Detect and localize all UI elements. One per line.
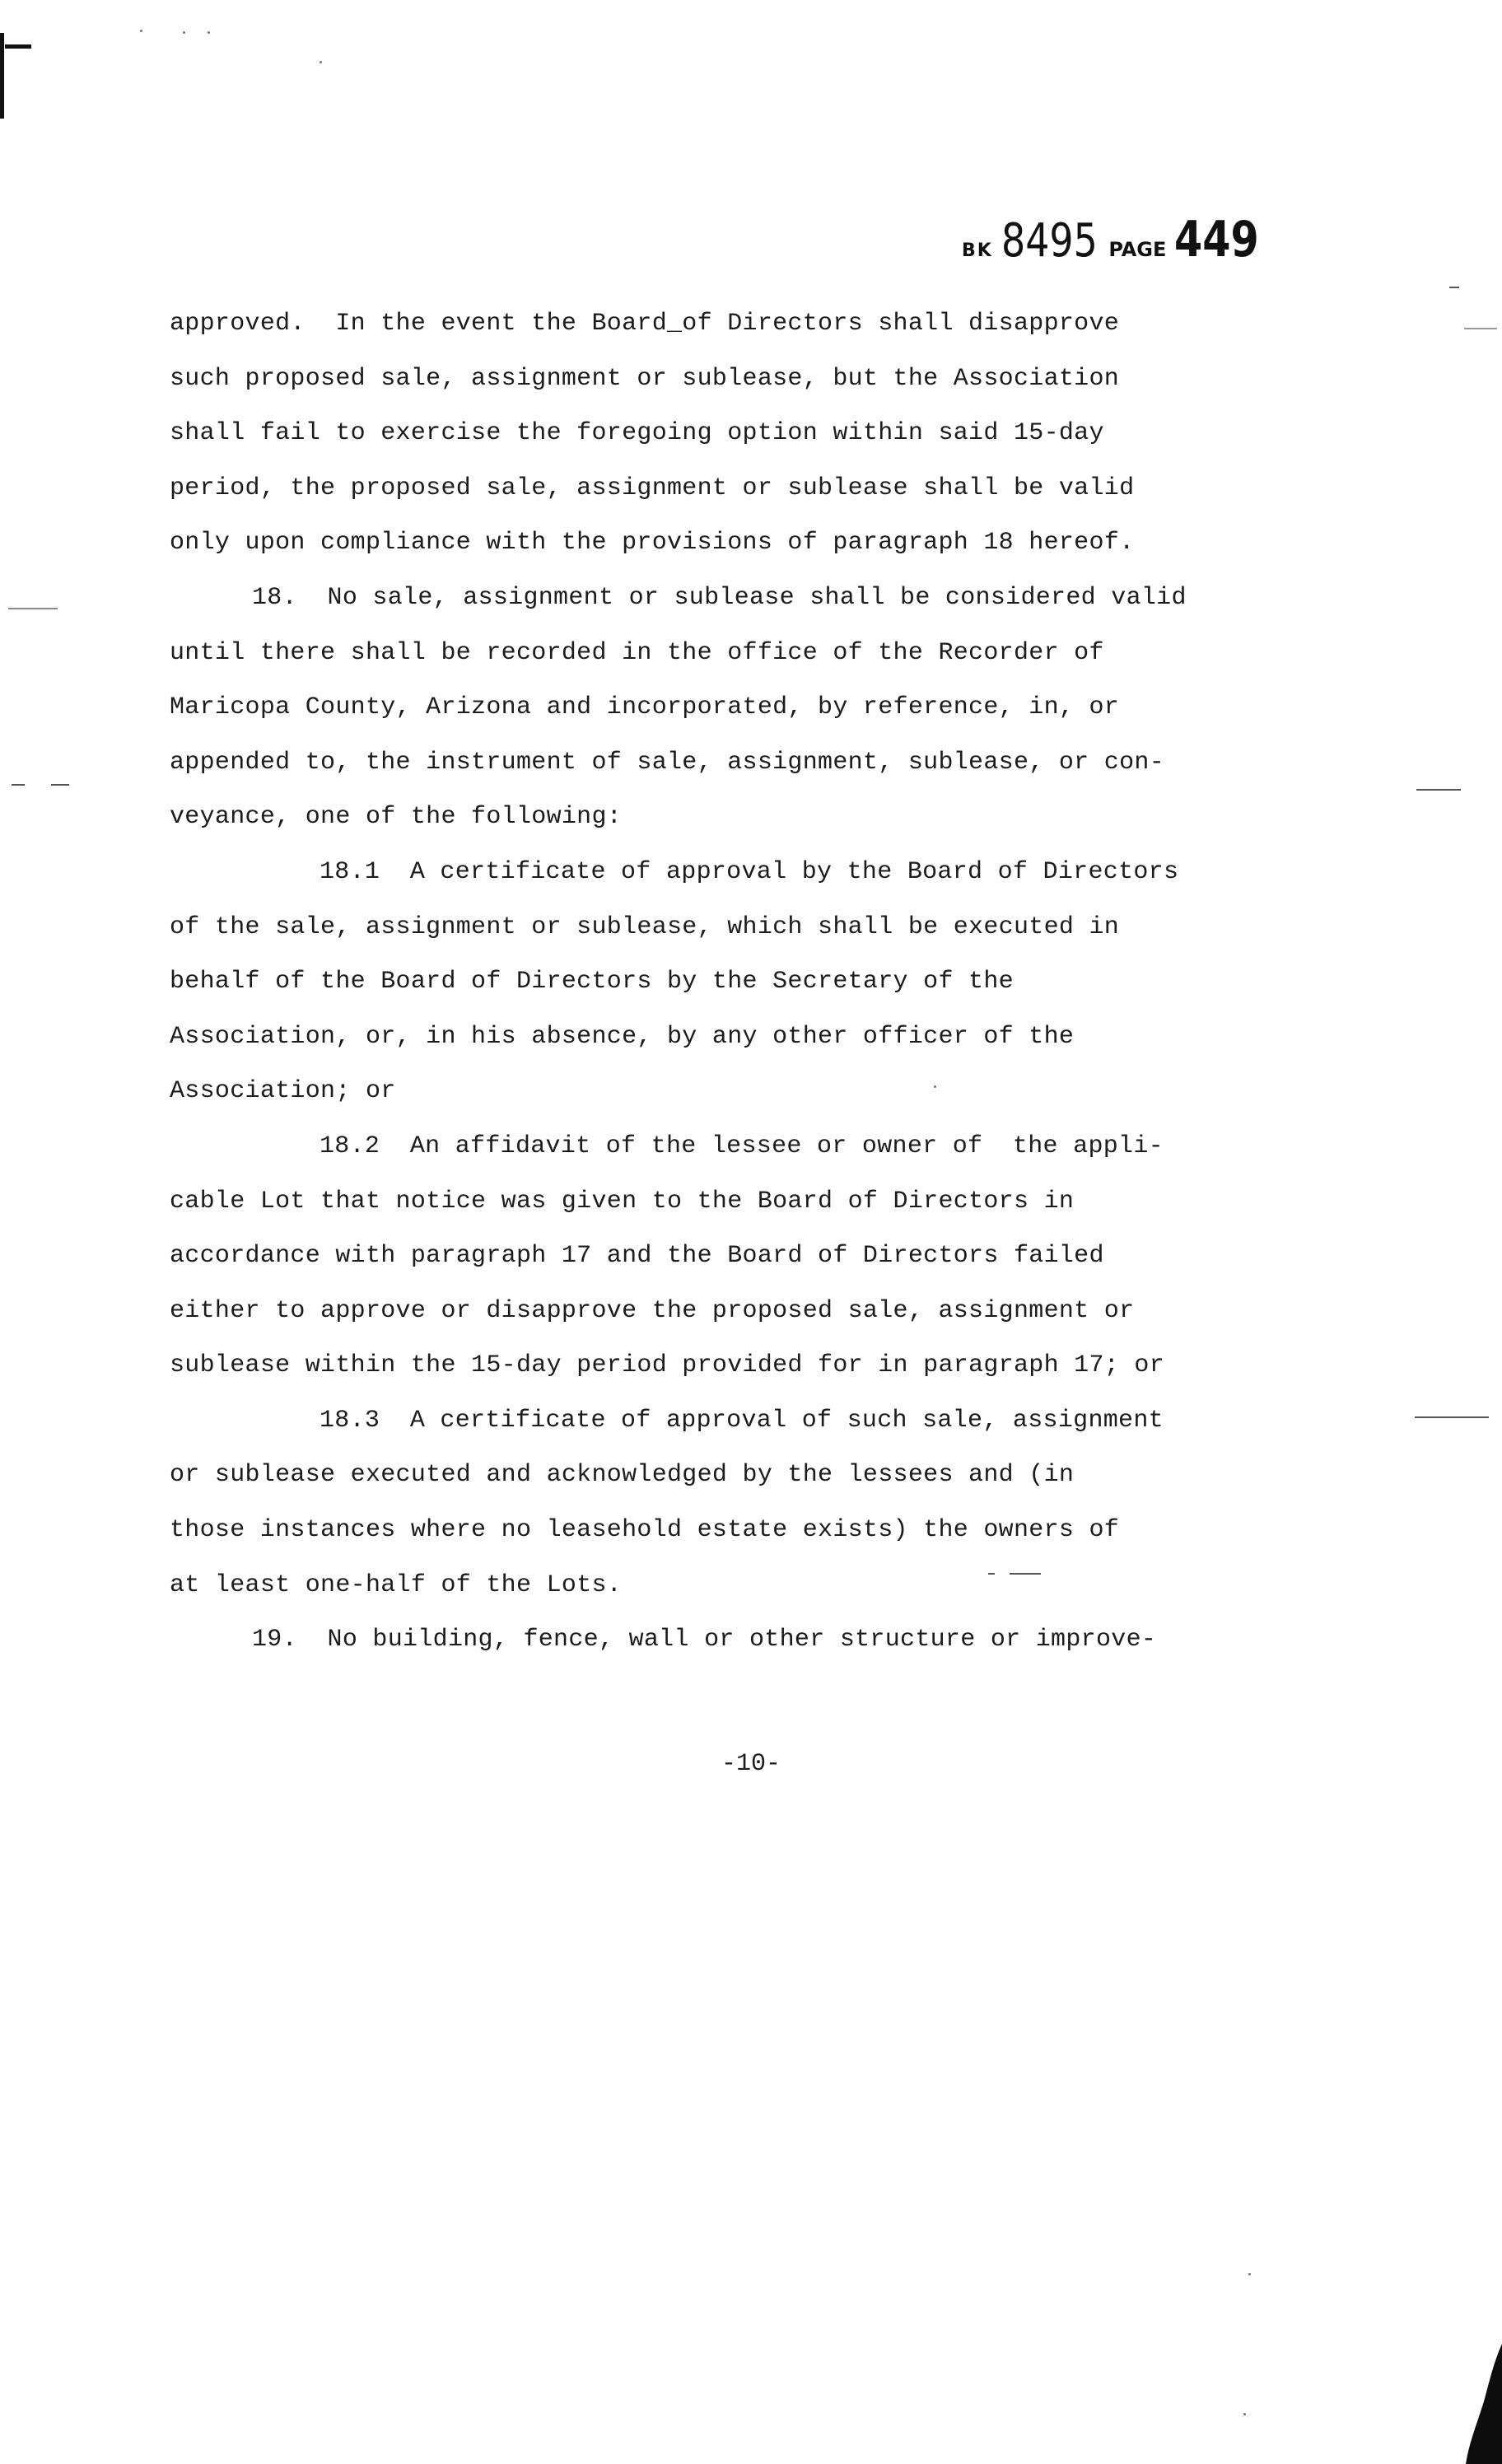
text-line: period, the proposed sale, assignment or sublease shall be valid	[170, 474, 1135, 502]
text-line: Association; or	[170, 1077, 396, 1106]
paragraph-continuation	[170, 296, 1339, 571]
scan-corner-blot	[1466, 2344, 1502, 2464]
text-line: of the sale, assignment or sublease, which shall be executed in	[170, 912, 1120, 941]
paragraph-18-1	[170, 845, 1339, 1119]
page-folio: -10-	[721, 1750, 781, 1778]
paragraph-19	[170, 1612, 1339, 1668]
scan-speck	[208, 31, 210, 34]
scan-edge-mark	[0, 33, 4, 119]
margin-tick	[12, 784, 25, 786]
text-line: until there shall be recorded in the office of the Recorder of	[170, 638, 1104, 667]
page-number: 449	[1174, 211, 1260, 268]
text-line: at least one-half of the Lots.	[170, 1570, 623, 1599]
document-body	[170, 296, 1339, 1668]
text-line: 18.1 A certificate of approval by the Board of Directors	[320, 857, 1179, 886]
text-line: cable Lot that notice was given to the Board of Directors in	[170, 1187, 1075, 1216]
text-line: or sublease executed and acknowledged by the lessees and (in	[170, 1461, 1075, 1490]
margin-tick	[51, 784, 69, 786]
text-line: only upon compliance with the provisions of paragraph 18 hereof.	[170, 529, 1135, 558]
text-line: 18. No sale, assignment or sublease shall be considered valid	[252, 583, 1187, 612]
text-line: such proposed sale, assignment or sublease, but the Association	[170, 364, 1120, 393]
text-line: behalf of the Board of Directors by the Secretary of the	[170, 968, 1014, 996]
margin-tick	[1449, 287, 1459, 288]
text-line: sublease within the 15-day period provided for in paragraph 17; or	[170, 1351, 1164, 1380]
margin-tick	[1416, 789, 1461, 791]
paragraph-18-2	[170, 1119, 1339, 1393]
text-line: shall fail to exercise the foregoing option within said 15-day	[170, 419, 1104, 448]
scan-speck	[320, 61, 322, 63]
scan-speck	[140, 30, 142, 32]
page-label: PAGE	[1108, 238, 1167, 261]
scan-speck	[1248, 2273, 1251, 2275]
text-line: appended to, the instrument of sale, assignment, sublease, or con-	[170, 748, 1164, 777]
paragraph-18	[170, 571, 1339, 845]
margin-tick	[1415, 1416, 1489, 1418]
book-number: 8495	[1001, 214, 1098, 268]
margin-tick	[8, 608, 58, 609]
text-line: Maricopa County, Arizona and incorporated, by reference, in, or	[170, 693, 1120, 722]
text-line: 19. No building, fence, wall or other structure or improve-	[252, 1626, 1157, 1654]
text-line: 18.2 An affidavit of the lessee or owner of the appli-	[320, 1132, 1164, 1160]
scan-speck	[183, 31, 185, 34]
book-label: BK	[962, 240, 993, 261]
scan-edge-mark	[5, 44, 31, 49]
scan-speck	[1243, 2413, 1246, 2415]
paragraph-18-3	[170, 1393, 1339, 1612]
text-line: accordance with paragraph 17 and the Board of Directors failed	[170, 1242, 1104, 1271]
text-line: 18.3 A certificate of approval of such sale, assignment	[320, 1406, 1164, 1435]
text-line: approved. In the event the Board_of Directors shall disapprove	[170, 310, 1120, 338]
margin-tick	[1464, 328, 1497, 329]
text-line: either to approve or disapprove the proposed sale, assignment or	[170, 1296, 1135, 1325]
text-line: Association, or, in his absence, by any other officer of the	[170, 1022, 1075, 1051]
text-line: those instances where no leasehold estate exists) the owners of	[170, 1516, 1120, 1545]
text-line: veyance, one of the following:	[170, 803, 623, 832]
recording-reference	[962, 211, 1278, 268]
